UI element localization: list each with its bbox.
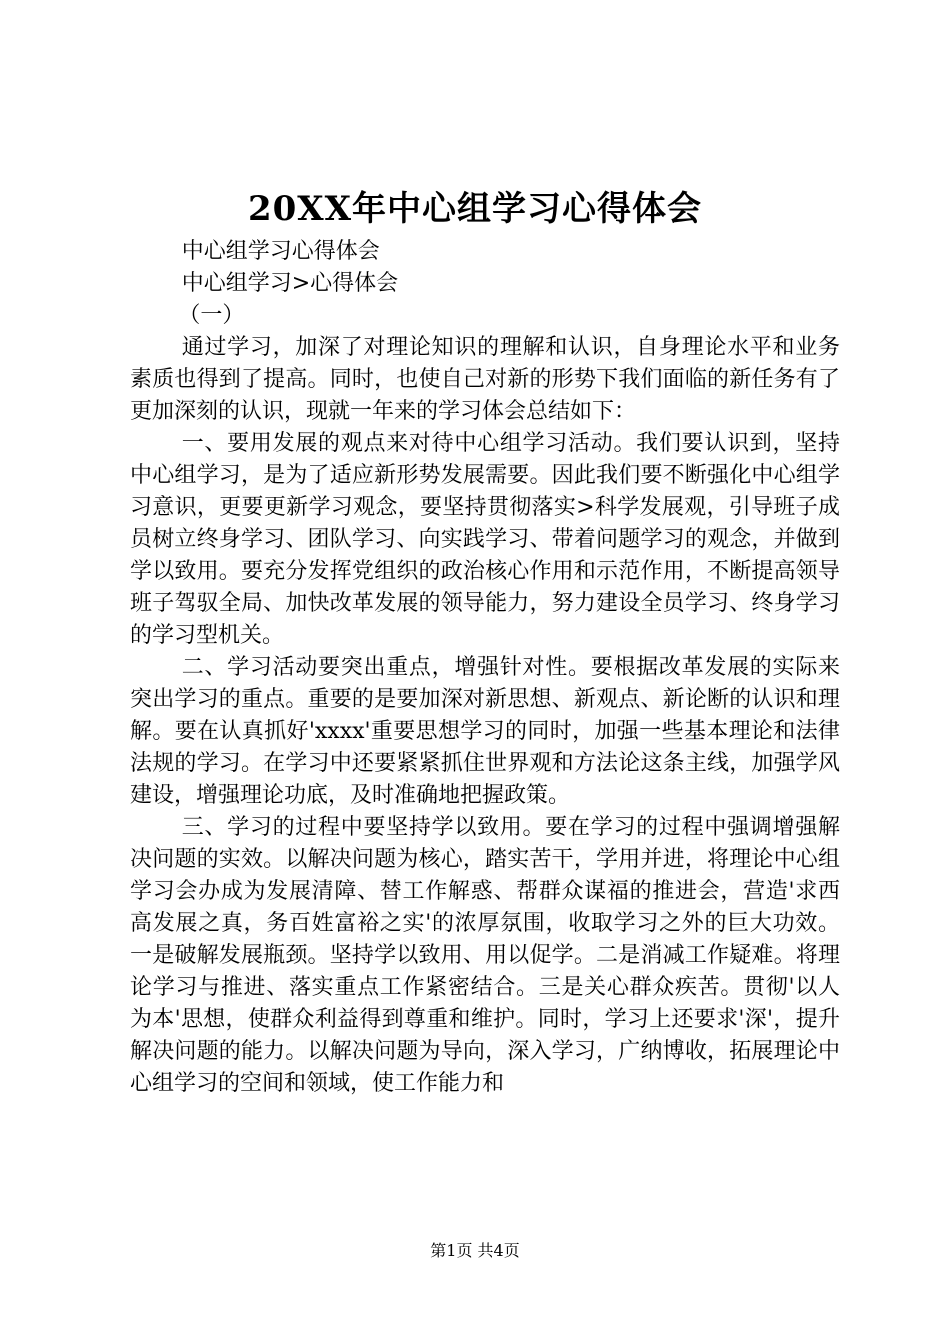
paragraph-subtitle: 中心组学习心得体会 [181,239,380,264]
paragraph-subtitle-2: 中心组学习>心得体会 [181,271,399,296]
paragraph-point-1: 一、要用发展的观点来对待中心组学习活动。我们要认识到，坚持中心组学习，是为了适应新形势发展需要。因此我们要不断强化中心组学习意识，更要更新学习观念，要坚持贯彻落实>科学发展观，引导班子成员树立终身学习、团队学习、向实践学习、带着问题学习的观念，并做到学以致用。要充分发挥党组织的政治核心作用和示范作用，不断提高领导班子驾驭全局、加快改革发展的领导能力，努力建设全员学习、终身学习的学习型机关。 [130,431,840,648]
paragraph-point-3: 三、学习的过程中要坚持学以致用。要在学习的过程中强调增强解决问题的实效。以解决问题为核心，踏实苦干，学用并进，将理论中心组学习会办成为发展清障、替工作解惑、帮群众谋福的推进会，营造'求西高发展之真，务百姓富裕之实'的浓厚氛围，收取学习之外的巨大功效。一是破解发展瓶颈。坚持学以致用、用以促学。二是消减工作疑难。将理论学习与推进、落实重点工作紧密结合。三是关心群众疾苦。贯彻'以人为本'思想，使群众利益得到尊重和维护。同时，学习上还要求'深'，提升解决问题的能力。以解决问题为导向，深入学习，广纳博收，拓展理论中心组学习的空间和领域，使工作能力和 [130,815,840,1096]
paragraph-section-marker: （一） [178,303,245,328]
document-title: 20XX年中心组学习心得体会 [247,189,703,229]
document-body [130,236,840,1100]
paragraph-point-2: 二、学习活动要突出重点，增强针对性。要根据改革发展的实际来突出学习的重点。重要的是要加深对新思想、新观点、新论断的认识和理解。要在认真抓好'xxxx'重要思想学习的同时，加强一些基本理论和法律法规的学习。在学习中还要紧紧抓住世界观和方法论这条主线，加强学风建设，增强理论功底，及时准确地把握政策。 [130,655,840,808]
page-footer: 第1页 共4页 [430,1241,520,1260]
paragraph-intro: 通过学习，加深了对理论知识的理解和认识，自身理论水平和业务素质也得到了提高。同时，也使自己对新的形势下我们面临的新任务有了更加深刻的认识，现就一年来的学习体会总结如下： [130,335,840,424]
